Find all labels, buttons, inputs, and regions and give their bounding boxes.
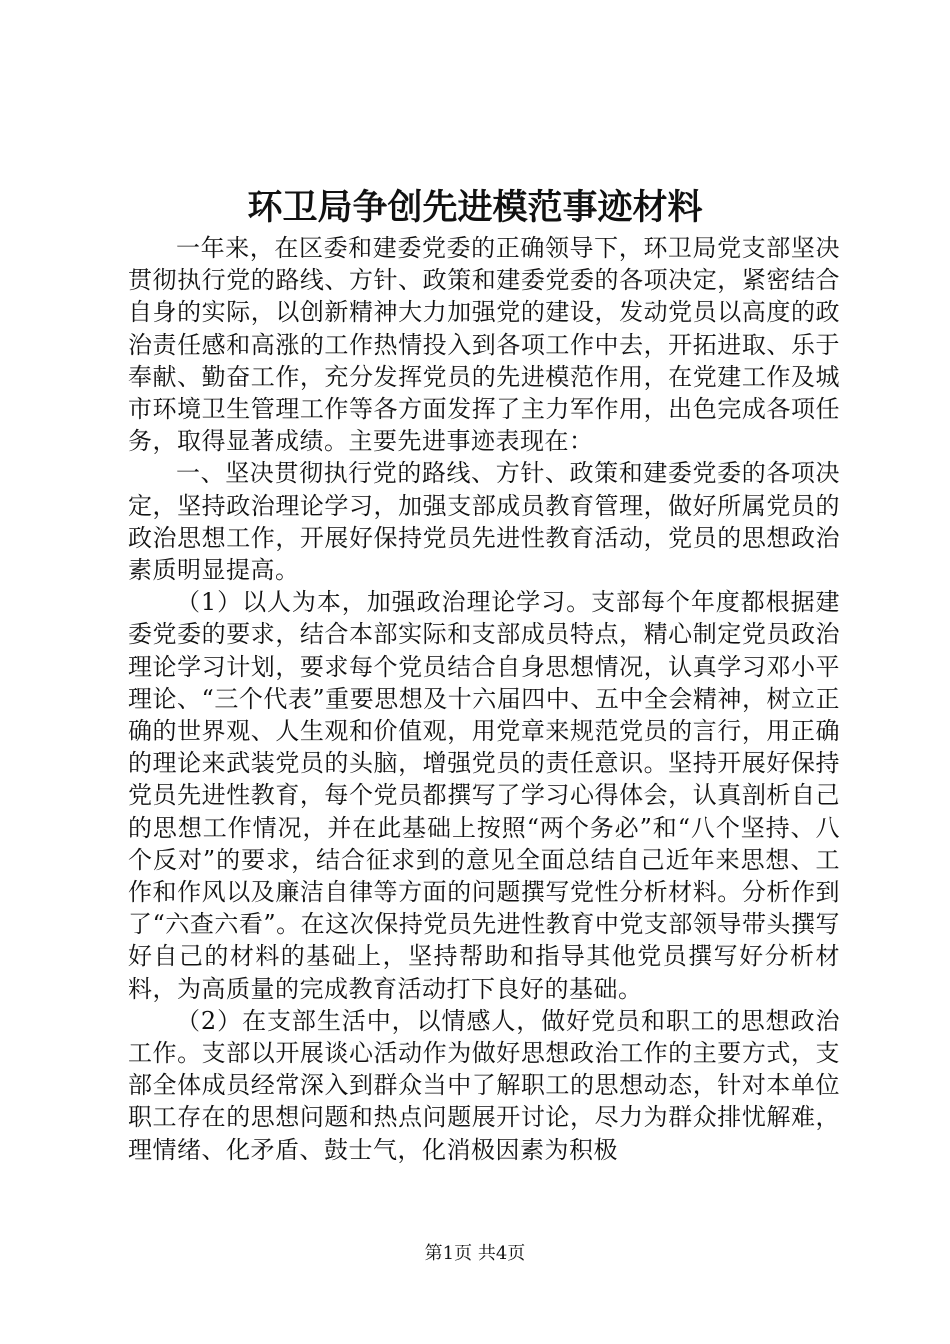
paragraph-item-one: （1）以人为本，加强政治理论学习。支部每个年度都根据建委党委的要求，结合本部实际和支部成员特点，精心制定党员政治理论学习计划，要求每个党员结合自身思想情况，认真学习邓小平理论、“三个代表”重要思想及十六届四中、五中全会精神，树立正确的世界观、人生观和价值观，用党章来规范党员的言行，用正确的理论来武装党员的头脑，增强党员的责任意识。坚持开展好保持党员先进性教育，每个党员都撰写了学习心得体会，认真剖析自己的思想工作情况，并在此基础上按照“两个务必”和“八个坚持、八个反对”的要求，结合征求到的意见全面总结自己近年来思想、工作和作风以及廉洁自律等方面的问题撰写党性分析材料。分析作到了“六查六看”。在这次保持党员先进性教育中党支部领导带头撰写好自己的材料的基础上，坚持帮助和指导其他党员撰写好分析材料，为高质量的完成教育活动打下良好的基础。 <box>128 588 840 1003</box>
paragraph-intro: 一年来，在区委和建委党委的正确领导下，环卫局党支部坚决贯彻执行党的路线、方针、政策和建委党委的各项决定，紧密结合自身的实际，以创新精神大力加强党的建设，发动党员以高度的政治责任感和高涨的工作热情投入到各项工作中去，开拓进取、乐于奉献、勤奋工作，充分发挥党员的先进模范作用，在党建工作及城市环境卫生管理工作等各方面发挥了主力军作用，出色完成各项任务，取得显著成绩。主要先进事迹表现在： <box>128 234 840 456</box>
paragraph-item-two: （2）在支部生活中，以情感人，做好党员和职工的思想政治工作。支部以开展谈心活动作为做好思想政治工作的主要方式，支部全体成员经常深入到群众当中了解职工的思想动态，针对本单位职工存在的思想问题和热点问题展开讨论，尽力为群众排忧解难，理情绪、化矛盾、鼓士气，化消极因素为积极 <box>128 1006 840 1164</box>
page-number-footer: 第1页 共4页 <box>424 1243 526 1264</box>
paragraph-section-one: 一、坚决贯彻执行党的路线、方针、政策和建委党委的各项决定，坚持政治理论学习，加强支部成员教育管理，做好所属党员的政治思想工作，开展好保持党员先进性教育活动，党员的思想政治素质明显提高。 <box>128 459 840 585</box>
document-title: 环卫局争创先进模范事迹材料 <box>247 187 703 228</box>
document-body <box>128 232 840 1166</box>
